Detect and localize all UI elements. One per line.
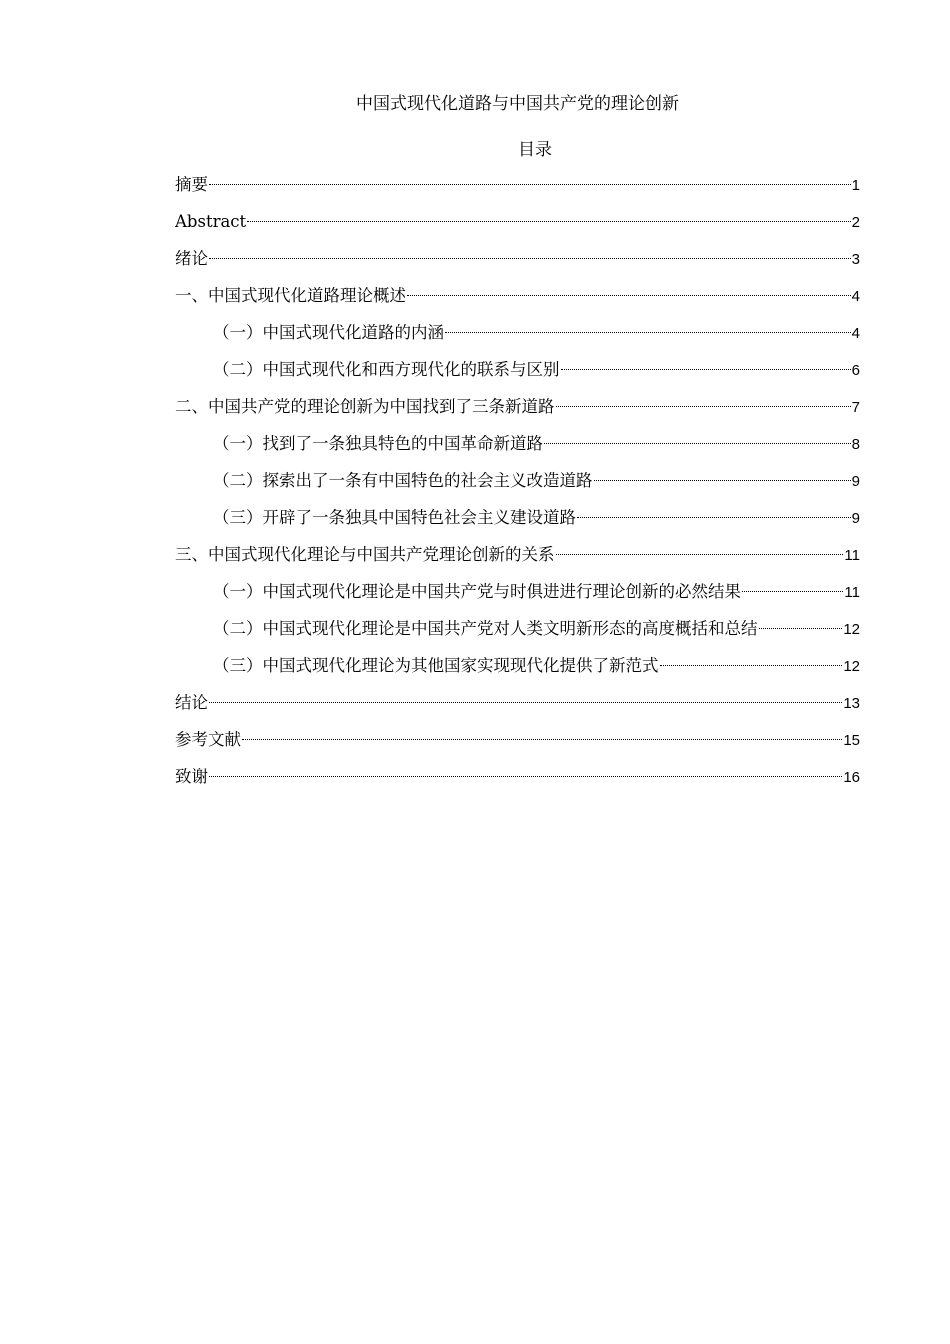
toc-page-number: 12 xyxy=(843,658,860,675)
toc-page-number: 2 xyxy=(851,214,860,231)
toc-entry[interactable] xyxy=(175,543,860,580)
toc-page-number: 4 xyxy=(851,325,860,342)
toc-dot-leader xyxy=(247,221,850,222)
toc-entry[interactable] xyxy=(175,321,860,358)
toc-entry[interactable] xyxy=(175,432,860,469)
toc-page-number: 3 xyxy=(851,251,860,268)
toc-entry-label: 参考文献 xyxy=(175,730,241,749)
toc-entry-label: 二、中国共产党的理论创新为中国找到了三条新道路 xyxy=(175,397,555,416)
toc-dot-leader xyxy=(445,332,851,333)
toc-page-number: 12 xyxy=(843,621,860,638)
toc-entry[interactable] xyxy=(175,617,860,654)
toc-dot-leader xyxy=(561,369,851,370)
toc-entry-label: （一）找到了一条独具特色的中国革命新道路 xyxy=(213,434,543,453)
toc-entry[interactable] xyxy=(175,728,860,765)
toc-entry-label: 摘要 xyxy=(175,175,208,194)
toc-entry[interactable] xyxy=(175,506,860,543)
toc-entry[interactable] xyxy=(175,469,860,506)
toc-page-number: 6 xyxy=(851,362,860,379)
toc-page-number: 9 xyxy=(851,473,860,490)
toc-dot-leader xyxy=(209,776,842,777)
toc-entry-label: 绪论 xyxy=(175,249,208,268)
toc-dot-leader xyxy=(209,258,851,259)
toc-dot-leader xyxy=(407,295,851,296)
toc-dot-leader xyxy=(742,591,843,592)
table-of-contents xyxy=(175,173,860,802)
toc-heading: 目录 xyxy=(518,140,552,160)
toc-entry-label: （二）中国式现代化和西方现代化的联系与区别 xyxy=(213,360,560,379)
toc-entry[interactable] xyxy=(175,358,860,395)
toc-dot-leader xyxy=(759,628,843,629)
toc-entry-label: （二）探索出了一条有中国特色的社会主义改造道路 xyxy=(213,471,593,490)
toc-entry-label: （三）中国式现代化理论为其他国家实现现代化提供了新范式 xyxy=(213,656,659,675)
toc-dot-leader xyxy=(577,517,851,518)
toc-entry[interactable] xyxy=(175,580,860,617)
document-title: 中国式现代化道路与中国共产党的理论创新 xyxy=(356,94,679,114)
toc-entry-label: （三）开辟了一条独具中国特色社会主义建设道路 xyxy=(213,508,576,527)
toc-page-number: 11 xyxy=(844,547,860,564)
toc-entry-label: 一、中国式现代化道路理论概述 xyxy=(175,286,406,305)
toc-dot-leader xyxy=(594,480,851,481)
toc-entry[interactable] xyxy=(175,395,860,432)
toc-entry-label: 致谢 xyxy=(175,767,208,786)
toc-entry[interactable] xyxy=(175,654,860,691)
toc-dot-leader xyxy=(544,443,851,444)
toc-entry[interactable] xyxy=(175,284,860,321)
toc-entry[interactable] xyxy=(175,247,860,284)
toc-page-number: 1 xyxy=(851,177,860,194)
toc-entry[interactable] xyxy=(175,210,860,247)
toc-dot-leader xyxy=(556,554,844,555)
toc-entry-label: 结论 xyxy=(175,693,208,712)
toc-page-number: 11 xyxy=(844,584,860,601)
toc-entry[interactable] xyxy=(175,173,860,210)
toc-dot-leader xyxy=(660,665,843,666)
toc-dot-leader xyxy=(209,702,842,703)
toc-page-number: 16 xyxy=(843,769,860,786)
toc-page-number: 9 xyxy=(851,510,860,527)
toc-page-number: 13 xyxy=(843,695,860,712)
toc-entry-label: （一）中国式现代化道路的内涵 xyxy=(213,323,444,342)
toc-entry-label: Abstract xyxy=(175,212,247,231)
toc-page-number: 4 xyxy=(851,288,860,305)
toc-dot-leader xyxy=(242,739,842,740)
toc-page-number: 7 xyxy=(851,399,860,416)
toc-entry[interactable] xyxy=(175,691,860,728)
toc-entry-label: （一）中国式现代化理论是中国共产党与时俱进进行理论创新的必然结果 xyxy=(213,582,741,601)
toc-dot-leader xyxy=(209,184,851,185)
toc-page-number: 15 xyxy=(843,732,860,749)
toc-entry-label: 三、中国式现代化理论与中国共产党理论创新的关系 xyxy=(175,545,555,564)
toc-entry[interactable] xyxy=(175,765,860,802)
toc-page-number: 8 xyxy=(851,436,860,453)
toc-entry-label: （二）中国式现代化理论是中国共产党对人类文明新形态的高度概括和总结 xyxy=(213,619,758,638)
toc-dot-leader xyxy=(556,406,851,407)
